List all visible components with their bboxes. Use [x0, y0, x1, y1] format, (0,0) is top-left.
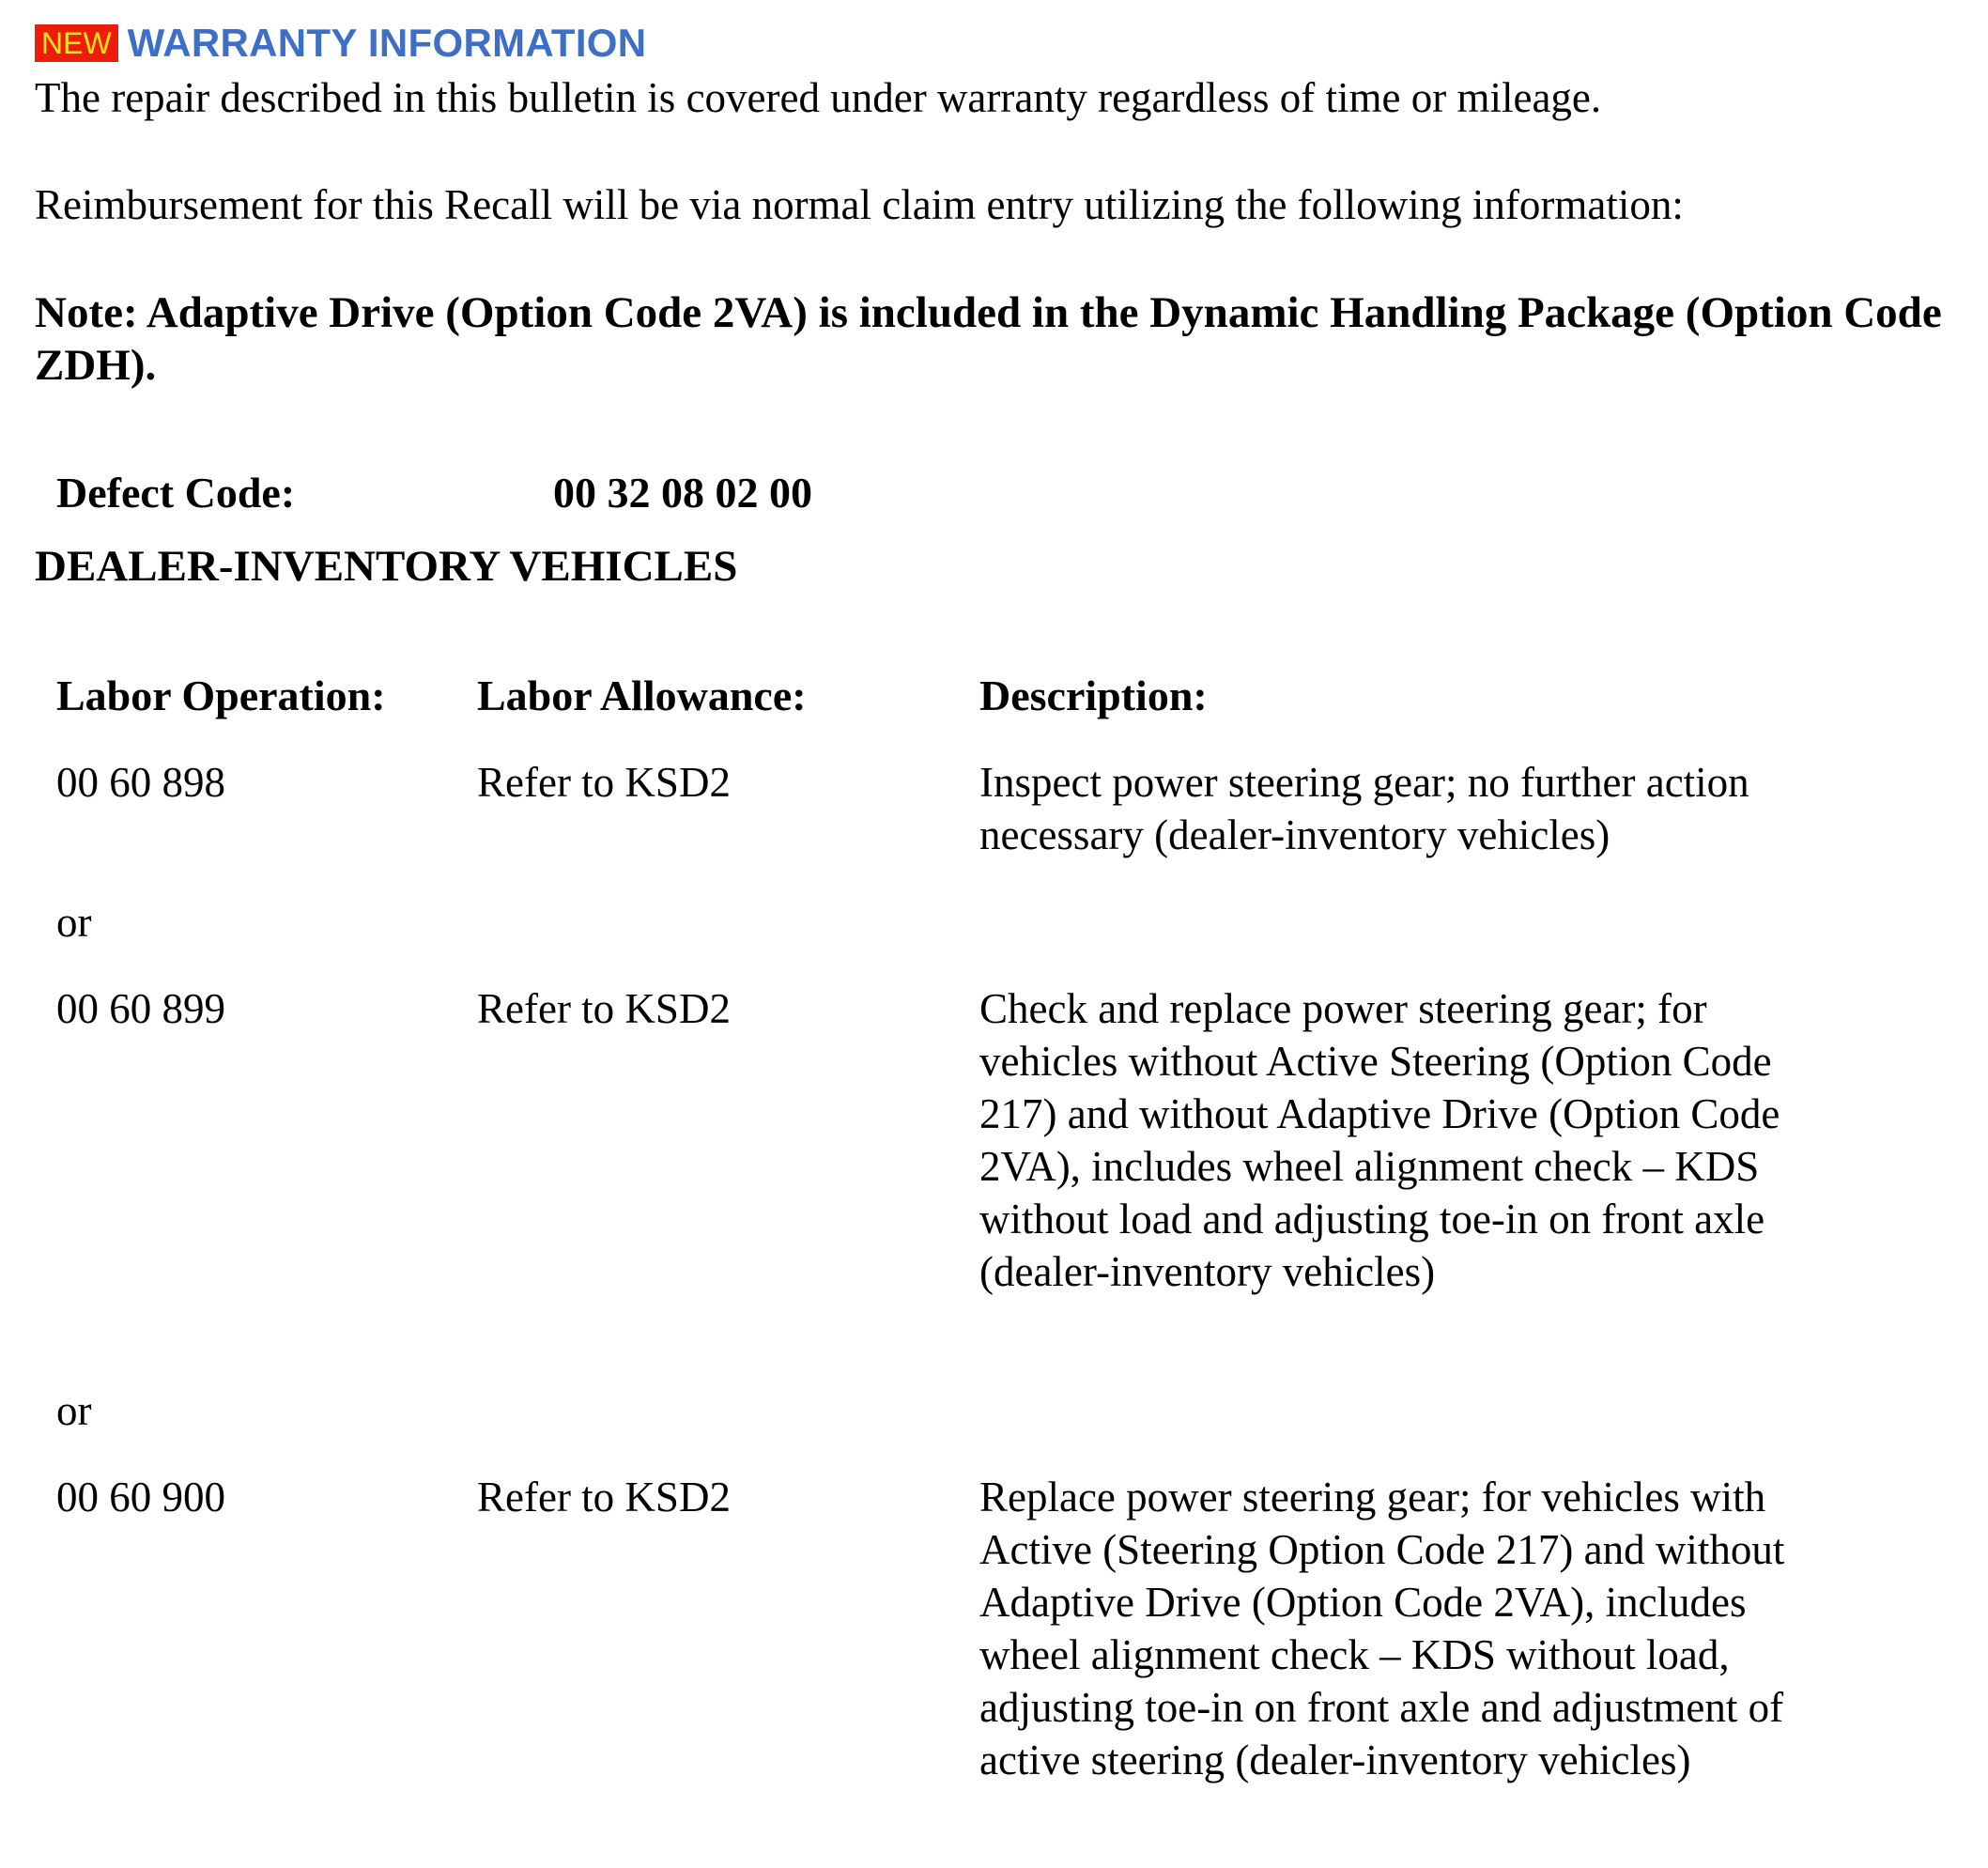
note-text: Note: Adaptive Drive (Option Code 2VA) is included in the Dynamic Handling Package (Option Code ZDH). [35, 288, 1942, 390]
description-cell: Check and replace power steering gear; for vehicles without Active Steering (Option Code 217) and without Adaptive Drive (Option Code 2VA), includes wheel alignment check – KDS without load and adjusting toe-in on front axle (dealer-inventory vehicles) [979, 985, 1780, 1295]
dealer-inventory-title: DEALER-INVENTORY VEHICLES [35, 542, 738, 591]
labor-allowance-cell: Refer to KSD2 [477, 759, 731, 806]
description-header: Description: [979, 672, 1208, 719]
labor-operation-cell: 00 60 899 [56, 985, 225, 1032]
labor-allowance-cell: Refer to KSD2 [477, 1474, 731, 1521]
new-badge: NEW [35, 24, 118, 62]
section-heading: WARRANTY INFORMATION [127, 21, 647, 65]
defect-code-value: 00 32 08 02 00 [553, 469, 812, 517]
labor-operation-header: Labor Operation: [56, 672, 386, 719]
coverage-text: The repair described in this bulletin is covered under warranty regardless of time or mileage. [35, 74, 1602, 121]
defect-code-label: Defect Code: [56, 469, 296, 517]
or-separator: or [56, 899, 92, 946]
labor-operation-cell: 00 60 900 [56, 1474, 225, 1521]
description-cell: Inspect power steering gear; no further action necessary (dealer-inventory vehicles) [979, 759, 1749, 858]
warranty-header [35, 21, 646, 66]
description-cell: Replace power steering gear; for vehicles with Active (Steering Option Code 217) and without Adaptive Drive (Option Code 2VA), includes wheel alignment check – KDS without load, adjusting toe-in on front axle and adjustment of active steering (dealer-inventory vehicles) [979, 1474, 1785, 1783]
labor-operation-cell: 00 60 898 [56, 759, 225, 806]
reimbursement-text: Reimbursement for this Recall will be via normal claim entry utilizing the following information: [35, 181, 1684, 228]
or-separator: or [56, 1387, 92, 1434]
labor-allowance-cell: Refer to KSD2 [477, 985, 731, 1032]
labor-allowance-header: Labor Allowance: [477, 672, 807, 719]
